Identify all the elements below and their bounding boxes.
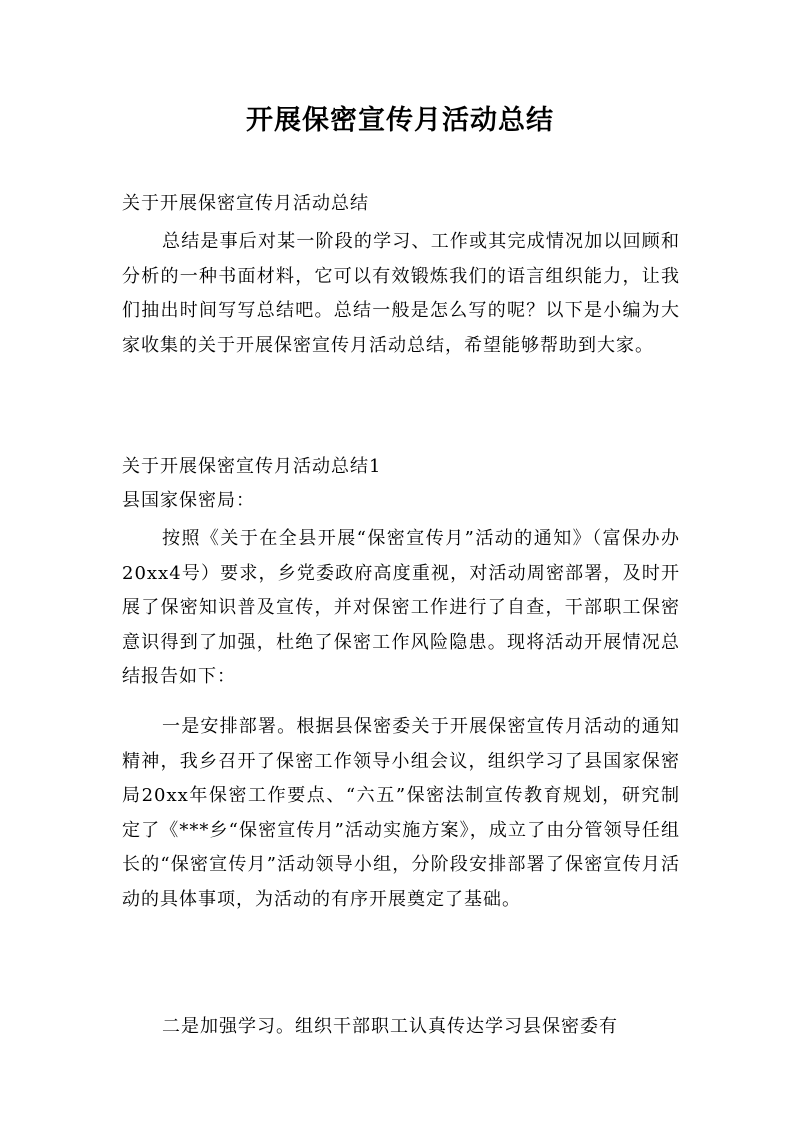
- paragraph-3: 二是加强学习。组织干部职工认真传达学习县保密委有: [162, 1016, 618, 1037]
- paragraph-2: 一是安排部署。根据县保密委关于开展保密宣传月活动的通知精神，我乡召开了保密工作领导小组会议，组织学习了县国家保密局20xx年保密工作要点、“六五”保密法制宣传教育规划，研究制定了《***乡“保密宣传月”活动实施方案》，成立了由分管领导任组长的“保密宣传月”活动领导小组，分阶段安排部署了保密宣传月活动的具体事项，为活动的有序开展奠定了基础。: [122, 716, 680, 910]
- intro-paragraph: 总结是事后对某一阶段的学习、工作或其完成情况加以回顾和分析的一种书面材料，它可以有效锻炼我们的语言组织能力，让我们抽出时间写写总结吧。总结一般是怎么写的呢？以下是小编为大家收集的关于开展保密宣传月活动总结，希望能够帮助到大家。: [122, 231, 680, 356]
- section-heading-1: 关于开展保密宣传月活动总结1: [122, 456, 382, 477]
- recipient-line: 县国家保密局：: [122, 490, 255, 511]
- paragraph-1: 按照《关于在全县开展“保密宣传月”活动的通知》（富保办办20xx4号）要求，乡党委政府高度重视，对活动周密部署，及时开展了保密知识普及宣传，并对保密工作进行了自查，干部职工保密意识得到了加强，杜绝了保密工作风险隐患。现将活动开展情况总结报告如下：: [122, 528, 680, 687]
- document-subtitle: 关于开展保密宣传月活动总结: [122, 193, 369, 214]
- document-title: 开展保密宣传月活动总结: [246, 105, 554, 136]
